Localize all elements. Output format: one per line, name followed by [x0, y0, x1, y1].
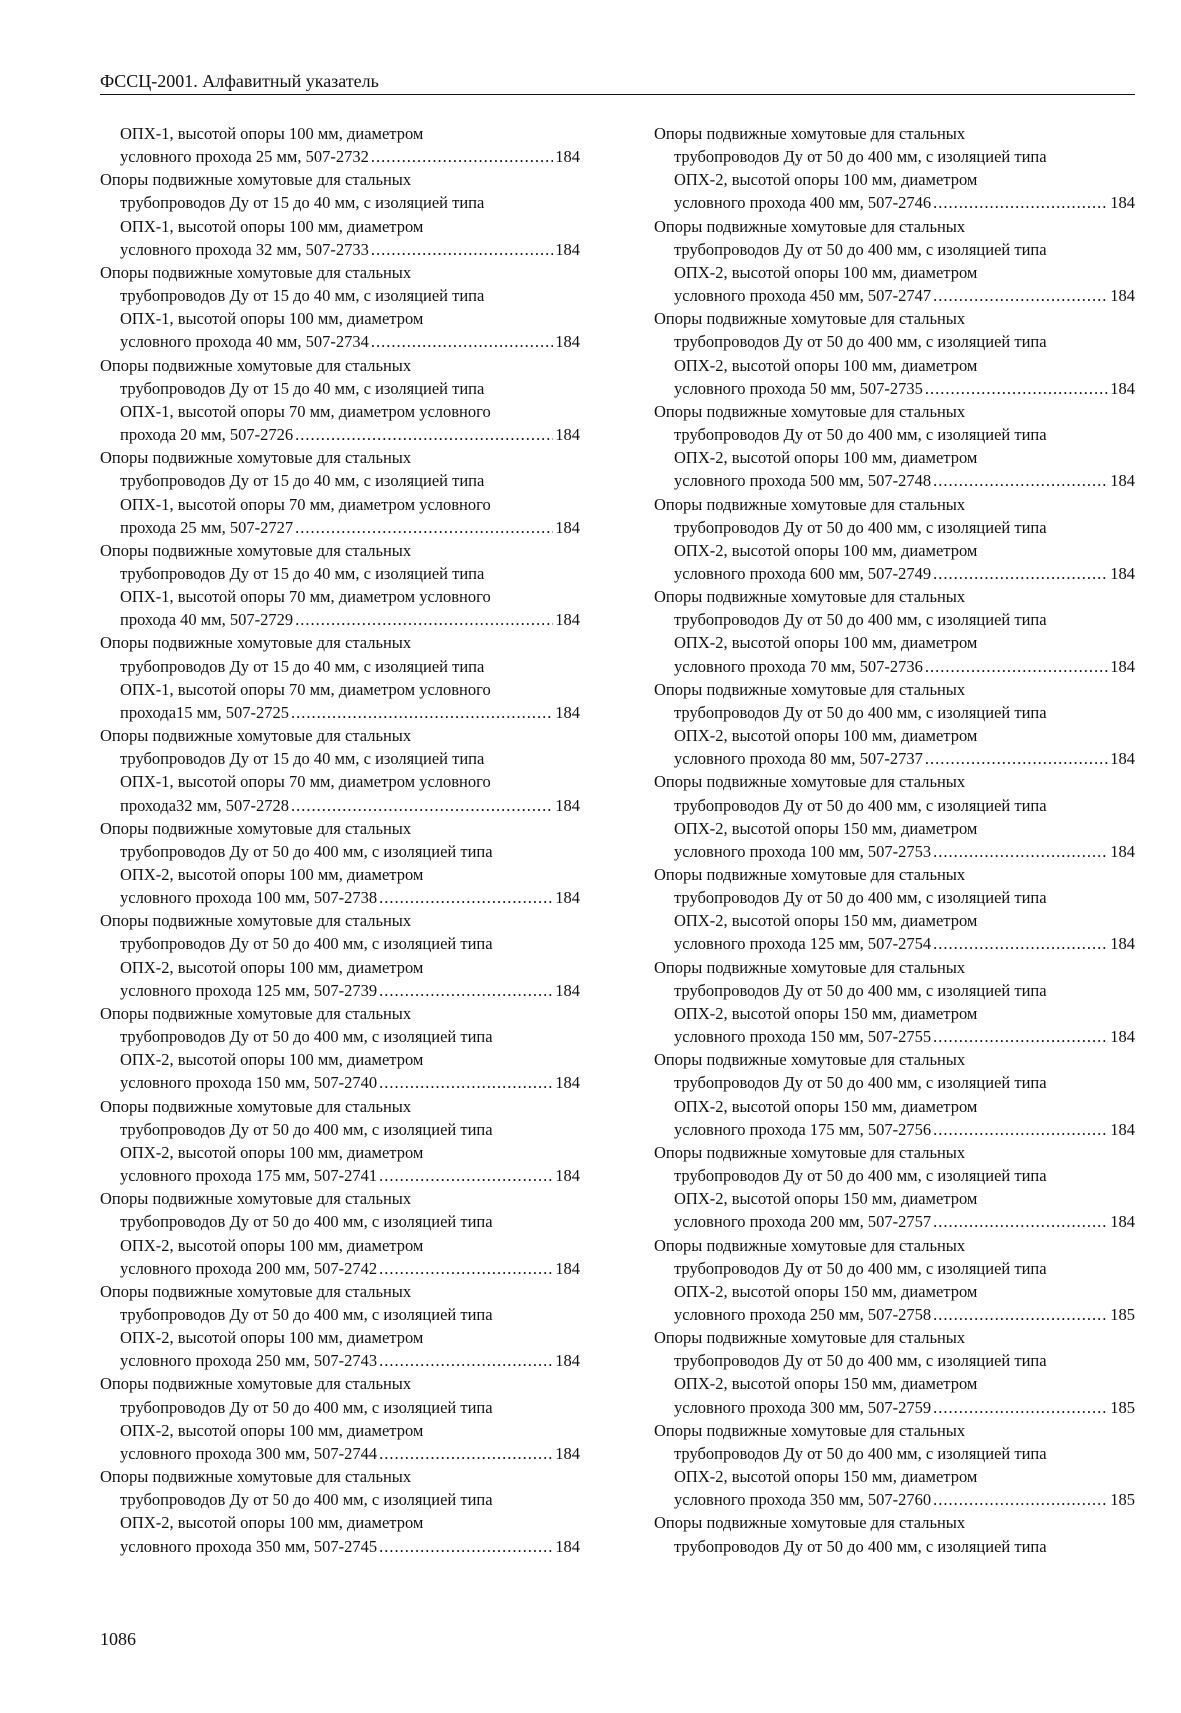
- index-entry: [654, 956, 1135, 1049]
- entry-tail-text: прохода32 мм, 507-2728: [120, 795, 290, 815]
- entry-tail-text: условного прохода 200 мм, 507-2742: [120, 1258, 378, 1278]
- entry-line: трубопроводов Ду от 50 до 400 мм, с изоляцией типа: [674, 888, 1047, 908]
- entry-line: ОПХ-1, высотой опоры 70 мм, диаметром условного: [120, 587, 491, 607]
- dot-leader: [933, 1488, 1108, 1511]
- entry-line: трубопроводов Ду от 50 до 400 мм, с изоляцией типа: [674, 1536, 1047, 1556]
- entry-line: трубопроводов Ду от 50 до 400 мм, с изоляцией типа: [674, 1258, 1047, 1278]
- entry-leader-line: [654, 1396, 1135, 1419]
- entry-line: трубопроводов Ду от 50 до 400 мм, с изоляцией типа: [120, 841, 493, 861]
- entry-page-ref: 184: [555, 1166, 580, 1186]
- entry-tail-text: условного прохода 125 мм, 507-2739: [120, 980, 378, 1000]
- entry-line: ОПХ-2, высотой опоры 100 мм, диаметром: [674, 633, 978, 653]
- entry-leader-line: [100, 330, 580, 353]
- entry-page-ref: 184: [1110, 841, 1135, 861]
- entry-line: трубопроводов Ду от 15 до 40 мм, с изоляцией типа: [120, 749, 485, 769]
- entry-tail-text: прохода15 мм, 507-2725: [120, 702, 290, 722]
- entry-line: трубопроводов Ду от 50 до 400 мм, с изоляцией типа: [120, 934, 493, 954]
- entry-line: трубопроводов Ду от 15 до 40 мм, с изоляцией типа: [120, 656, 485, 676]
- dot-leader: [933, 1303, 1108, 1326]
- entry-page-ref: 184: [1110, 656, 1135, 676]
- entry-page-ref: 184: [555, 147, 580, 167]
- entry-tail-text: условного прохода 200 мм, 507-2757: [674, 1212, 932, 1232]
- entry-line: трубопроводов Ду от 50 до 400 мм, с изоляцией типа: [674, 1351, 1047, 1371]
- entry-page-ref: 184: [555, 1073, 580, 1093]
- entry-leader-line: [100, 608, 580, 631]
- entry-tail-text: условного прохода 600 мм, 507-2749: [674, 563, 932, 583]
- dot-leader: [925, 747, 1108, 770]
- entry-page-ref: 184: [555, 795, 580, 815]
- entry-leader-line: [654, 469, 1135, 492]
- index-entry: [654, 1141, 1135, 1234]
- entry-heading-line: Опоры подвижные хомутовые для стальных: [100, 726, 412, 746]
- entry-line: трубопроводов Ду от 50 до 400 мм, с изоляцией типа: [674, 795, 1047, 815]
- entry-tail-text: условного прохода 250 мм, 507-2743: [120, 1351, 378, 1371]
- index-entry: [654, 1511, 1135, 1557]
- entry-heading-line: Опоры подвижные хомутовые для стальных: [654, 1235, 966, 1255]
- entry-tail-text: условного прохода 300 мм, 507-2744: [120, 1443, 378, 1463]
- entry-page-ref: 184: [1110, 193, 1135, 213]
- entry-heading-line: Опоры подвижные хомутовые для стальных: [100, 818, 412, 838]
- entry-tail-text: условного прохода 50 мм, 507-2735: [674, 378, 923, 398]
- entry-page-ref: 184: [1110, 286, 1135, 306]
- entry-page-ref: 185: [1110, 1490, 1135, 1510]
- dot-leader: [379, 1071, 553, 1094]
- entry-page-ref: 185: [1110, 1304, 1135, 1324]
- index-entry: [100, 446, 580, 539]
- entry-page-ref: 184: [555, 1351, 580, 1371]
- dot-leader: [379, 886, 553, 909]
- index-entry: [100, 354, 580, 447]
- entry-line: ОПХ-2, высотой опоры 100 мм, диаметром: [674, 355, 978, 375]
- entry-page-ref: 184: [1110, 1212, 1135, 1232]
- entry-page-ref: 184: [555, 332, 580, 352]
- index-entry: [654, 1326, 1135, 1419]
- index-entry: [100, 909, 580, 1002]
- entry-line: трубопроводов Ду от 50 до 400 мм, с изоляцией типа: [674, 1166, 1047, 1186]
- entry-line: ОПХ-2, высотой опоры 150 мм, диаметром: [674, 1374, 978, 1394]
- entry-heading-line: Опоры подвижные хомутовые для стальных: [654, 124, 966, 143]
- entry-leader-line: [654, 840, 1135, 863]
- entry-tail-text: условного прохода 150 мм, 507-2740: [120, 1073, 378, 1093]
- entry-leader-line: [654, 284, 1135, 307]
- entry-tail-text: условного прохода 250 мм, 507-2758: [674, 1304, 932, 1324]
- entry-line: трубопроводов Ду от 50 до 400 мм, с изоляцией типа: [120, 1212, 493, 1232]
- entry-tail-text: условного прохода 125 мм, 507-2754: [674, 934, 932, 954]
- entry-leader-line: [654, 191, 1135, 214]
- entry-line: трубопроводов Ду от 50 до 400 мм, с изоляцией типа: [674, 332, 1047, 352]
- entry-tail-text: условного прохода 25 мм, 507-2732: [120, 147, 369, 167]
- entry-leader-line: [100, 145, 580, 168]
- index-column-left: [100, 122, 580, 1558]
- index-entry: [100, 1465, 580, 1558]
- entry-page-ref: 184: [555, 980, 580, 1000]
- entry-line: ОПХ-2, высотой опоры 150 мм, диаметром: [674, 911, 978, 931]
- entry-leader-line: [654, 377, 1135, 400]
- entry-line: ОПХ-1, высотой опоры 100 мм, диаметром: [120, 309, 424, 329]
- entry-line: ОПХ-2, высотой опоры 100 мм, диаметром: [674, 448, 978, 468]
- dot-leader: [933, 562, 1108, 585]
- entry-page-ref: 185: [1110, 1397, 1135, 1417]
- entry-heading-line: Опоры подвижные хомутовые для стальных: [654, 216, 966, 236]
- index-entry: [100, 261, 580, 354]
- entry-page-ref: 184: [555, 702, 580, 722]
- entry-leader-line: [654, 932, 1135, 955]
- entry-page-ref: 184: [1110, 563, 1135, 583]
- index-entry: [100, 539, 580, 632]
- entry-line: ОПХ-2, высотой опоры 100 мм, диаметром: [120, 1328, 424, 1348]
- dot-leader: [925, 655, 1108, 678]
- entry-leader-line: [654, 1303, 1135, 1326]
- dot-leader: [933, 932, 1108, 955]
- index-entry: [100, 1372, 580, 1465]
- entry-leader-line: [100, 423, 580, 446]
- entry-heading-line: Опоры подвижные хомутовые для стальных: [100, 448, 412, 468]
- entry-line: трубопроводов Ду от 50 до 400 мм, с изоляцией типа: [674, 1073, 1047, 1093]
- dot-leader: [379, 1257, 553, 1280]
- entry-line: трубопроводов Ду от 50 до 400 мм, с изоляцией типа: [120, 1397, 493, 1417]
- dot-leader: [371, 238, 553, 261]
- entry-leader-line: [654, 1488, 1135, 1511]
- entry-leader-line: [100, 238, 580, 261]
- entry-line: ОПХ-2, высотой опоры 100 мм, диаметром: [674, 726, 978, 746]
- entry-heading-line: Опоры подвижные хомутовые для стальных: [100, 1281, 412, 1301]
- entry-line: трубопроводов Ду от 50 до 400 мм, с изоляцией типа: [674, 517, 1047, 537]
- dot-leader: [291, 701, 553, 724]
- index-entry: [100, 1002, 580, 1095]
- entry-page-ref: 184: [1110, 749, 1135, 769]
- index-entry: [654, 863, 1135, 956]
- entry-line: ОПХ-2, высотой опоры 100 мм, диаметром: [120, 957, 424, 977]
- entry-line: ОПХ-2, высотой опоры 150 мм, диаметром: [674, 1467, 978, 1487]
- entry-heading-line: Опоры подвижные хомутовые для стальных: [654, 1328, 966, 1348]
- entry-leader-line: [654, 562, 1135, 585]
- entry-leader-line: [654, 1210, 1135, 1233]
- entry-heading-line: Опоры подвижные хомутовые для стальных: [654, 587, 966, 607]
- dot-leader: [933, 1210, 1108, 1233]
- entry-line: трубопроводов Ду от 50 до 400 мм, с изоляцией типа: [674, 239, 1047, 259]
- entry-tail-text: условного прохода 175 мм, 507-2756: [674, 1119, 932, 1139]
- entry-tail-text: условного прохода 70 мм, 507-2736: [674, 656, 923, 676]
- dot-leader: [933, 840, 1108, 863]
- index-entry: [654, 1234, 1135, 1327]
- entry-line: трубопроводов Ду от 50 до 400 мм, с изоляцией типа: [674, 425, 1047, 445]
- entry-heading-line: Опоры подвижные хомутовые для стальных: [654, 309, 966, 329]
- dot-leader: [379, 1442, 553, 1465]
- entry-leader-line: [654, 1025, 1135, 1048]
- entry-line: трубопроводов Ду от 50 до 400 мм, с изоляцией типа: [120, 1119, 493, 1139]
- entry-tail-text: условного прохода 80 мм, 507-2737: [674, 749, 923, 769]
- entry-line: ОПХ-2, высотой опоры 150 мм, диаметром: [674, 1096, 978, 1116]
- entry-tail-text: условного прохода 300 мм, 507-2759: [674, 1397, 932, 1417]
- entry-heading-line: Опоры подвижные хомутовые для стальных: [654, 679, 966, 699]
- entry-line: ОПХ-2, высотой опоры 150 мм, диаметром: [674, 1003, 978, 1023]
- entry-line: трубопроводов Ду от 50 до 400 мм, с изоляцией типа: [674, 1443, 1047, 1463]
- index-column-right: [654, 122, 1135, 1558]
- entry-tail-text: условного прохода 40 мм, 507-2734: [120, 332, 369, 352]
- index-entry: [654, 678, 1135, 771]
- entry-line: трубопроводов Ду от 15 до 40 мм, с изоляцией типа: [120, 563, 485, 583]
- entry-line: ОПХ-2, высотой опоры 100 мм, диаметром: [120, 1235, 424, 1255]
- entry-line: ОПХ-2, высотой опоры 150 мм, диаметром: [674, 818, 978, 838]
- entry-line: ОПХ-2, высотой опоры 100 мм, диаметром: [120, 1142, 424, 1162]
- entry-line: трубопроводов Ду от 15 до 40 мм, с изоляцией типа: [120, 286, 485, 306]
- entry-line: ОПХ-2, высотой опоры 100 мм, диаметром: [674, 540, 978, 560]
- entry-heading-line: Опоры подвижные хомутовые для стальных: [100, 540, 412, 560]
- entry-line: ОПХ-2, высотой опоры 100 мм, диаметром: [120, 1420, 424, 1440]
- index-entry: [654, 493, 1135, 586]
- index-entry: [654, 1419, 1135, 1512]
- entry-line: ОПХ-2, высотой опоры 100 мм, диаметром: [674, 170, 978, 190]
- entry-line: трубопроводов Ду от 15 до 40 мм, с изоляцией типа: [120, 378, 485, 398]
- entry-heading-line: Опоры подвижные хомутовые для стальных: [100, 1096, 412, 1116]
- entry-tail-text: условного прохода 175 мм, 507-2741: [120, 1166, 378, 1186]
- entry-tail-text: условного прохода 100 мм, 507-2738: [120, 888, 378, 908]
- entry-heading-line: Опоры подвижные хомутовые для стальных: [100, 633, 412, 653]
- entry-leader-line: [654, 1118, 1135, 1141]
- entry-tail-text: условного прохода 400 мм, 507-2746: [674, 193, 932, 213]
- index-entry: [100, 122, 580, 168]
- entry-line: трубопроводов Ду от 50 до 400 мм, с изоляцией типа: [674, 980, 1047, 1000]
- entry-page-ref: 184: [1110, 471, 1135, 491]
- entry-tail-text: прохода 20 мм, 507-2726: [120, 425, 294, 445]
- entry-page-ref: 184: [1110, 1119, 1135, 1139]
- entry-line: ОПХ-2, высотой опоры 100 мм, диаметром: [120, 1050, 424, 1070]
- entry-line: ОПХ-1, высотой опоры 70 мм, диаметром условного: [120, 679, 491, 699]
- entry-page-ref: 184: [555, 517, 580, 537]
- entry-page-ref: 184: [555, 239, 580, 259]
- entry-heading-line: Опоры подвижные хомутовые для стальных: [654, 957, 966, 977]
- entry-page-ref: 184: [555, 888, 580, 908]
- index-entry: [100, 1187, 580, 1280]
- dot-leader: [933, 1396, 1108, 1419]
- entry-heading-line: Опоры подвижные хомутовые для стальных: [100, 1374, 412, 1394]
- entry-heading-line: Опоры подвижные хомутовые для стальных: [100, 1189, 412, 1209]
- entry-leader-line: [100, 516, 580, 539]
- entry-line: ОПХ-2, высотой опоры 100 мм, диаметром: [120, 865, 424, 884]
- dot-leader: [291, 794, 553, 817]
- entry-line: ОПХ-1, высотой опоры 100 мм, диаметром: [120, 124, 424, 143]
- entry-leader-line: [100, 886, 580, 909]
- entry-line: трубопроводов Ду от 15 до 40 мм, с изоляцией типа: [120, 193, 485, 213]
- entry-line: ОПХ-1, высотой опоры 70 мм, диаметром условного: [120, 772, 491, 792]
- entry-page-ref: 184: [555, 610, 580, 630]
- entry-page-ref: 184: [555, 1443, 580, 1463]
- dot-leader: [933, 1118, 1108, 1141]
- entry-line: трубопроводов Ду от 50 до 400 мм, с изоляцией типа: [120, 1304, 493, 1324]
- entry-leader-line: [100, 1535, 580, 1558]
- entry-heading-line: Опоры подвижные хомутовые для стальных: [100, 262, 412, 282]
- index-entry: [654, 122, 1135, 215]
- entry-page-ref: 184: [555, 1536, 580, 1556]
- entry-heading-line: Опоры подвижные хомутовые для стальных: [100, 1467, 412, 1487]
- entry-line: ОПХ-1, высотой опоры 70 мм, диаметром условного: [120, 401, 491, 421]
- index-entry: [100, 168, 580, 261]
- entry-line: трубопроводов Ду от 15 до 40 мм, с изоляцией типа: [120, 471, 485, 491]
- entry-leader-line: [100, 794, 580, 817]
- entry-line: ОПХ-2, высотой опоры 150 мм, диаметром: [674, 1189, 978, 1209]
- index-entry: [654, 307, 1135, 400]
- dot-leader: [295, 608, 553, 631]
- index-entry: [654, 215, 1135, 308]
- entry-page-ref: 184: [555, 425, 580, 445]
- entry-line: ОПХ-1, высотой опоры 70 мм, диаметром условного: [120, 494, 491, 514]
- entry-leader-line: [654, 655, 1135, 678]
- entry-leader-line: [100, 979, 580, 1002]
- entry-line: трубопроводов Ду от 50 до 400 мм, с изоляцией типа: [674, 702, 1047, 722]
- entry-heading-line: Опоры подвижные хомутовые для стальных: [654, 401, 966, 421]
- entry-page-ref: 184: [1110, 1027, 1135, 1047]
- index-entry: [100, 631, 580, 724]
- dot-leader: [379, 1535, 553, 1558]
- entry-tail-text: условного прохода 32 мм, 507-2733: [120, 239, 369, 259]
- index-entry: [654, 770, 1135, 863]
- dot-leader: [295, 516, 553, 539]
- entry-line: трубопроводов Ду от 50 до 400 мм, с изоляцией типа: [120, 1490, 493, 1510]
- index-entry: [654, 585, 1135, 678]
- entry-heading-line: Опоры подвижные хомутовые для стальных: [100, 911, 412, 931]
- entry-line: трубопроводов Ду от 50 до 400 мм, с изоляцией типа: [674, 147, 1047, 167]
- entry-tail-text: условного прохода 350 мм, 507-2745: [120, 1536, 378, 1556]
- entry-line: ОПХ-2, высотой опоры 100 мм, диаметром: [674, 262, 978, 282]
- entry-heading-line: Опоры подвижные хомутовые для стальных: [654, 1513, 966, 1533]
- dot-leader: [371, 145, 553, 168]
- entry-heading-line: Опоры подвижные хомутовые для стальных: [100, 170, 412, 190]
- entry-heading-line: Опоры подвижные хомутовые для стальных: [100, 1003, 412, 1023]
- dot-leader: [371, 330, 553, 353]
- entry-tail-text: условного прохода 150 мм, 507-2755: [674, 1027, 932, 1047]
- entry-leader-line: [100, 701, 580, 724]
- dot-leader: [933, 284, 1108, 307]
- index-entry: [654, 1048, 1135, 1141]
- entry-leader-line: [100, 1164, 580, 1187]
- entry-tail-text: прохода 25 мм, 507-2727: [120, 517, 294, 537]
- entry-heading-line: Опоры подвижные хомутовые для стальных: [100, 355, 412, 375]
- entry-tail-text: условного прохода 100 мм, 507-2753: [674, 841, 932, 861]
- entry-leader-line: [100, 1257, 580, 1280]
- index-entry: [100, 724, 580, 817]
- dot-leader: [295, 423, 553, 446]
- dot-leader: [379, 979, 553, 1002]
- entry-leader-line: [100, 1071, 580, 1094]
- index-entry: [654, 400, 1135, 493]
- entry-leader-line: [654, 747, 1135, 770]
- entry-heading-line: Опоры подвижные хомутовые для стальных: [654, 865, 966, 884]
- index-entry: [100, 817, 580, 910]
- entry-tail-text: прохода 40 мм, 507-2729: [120, 610, 294, 630]
- entry-leader-line: [100, 1442, 580, 1465]
- entry-line: ОПХ-2, высотой опоры 100 мм, диаметром: [120, 1513, 424, 1533]
- dot-leader: [933, 469, 1108, 492]
- dot-leader: [933, 191, 1108, 214]
- entry-line: трубопроводов Ду от 50 до 400 мм, с изоляцией типа: [120, 1027, 493, 1047]
- index-entry: [100, 1095, 580, 1188]
- entry-heading-line: Опоры подвижные хомутовые для стальных: [654, 772, 966, 792]
- dot-leader: [379, 1349, 553, 1372]
- entry-tail-text: условного прохода 350 мм, 507-2760: [674, 1490, 932, 1510]
- entry-heading-line: Опоры подвижные хомутовые для стальных: [654, 1420, 966, 1440]
- entry-page-ref: 184: [555, 1258, 580, 1278]
- entry-leader-line: [100, 1349, 580, 1372]
- entry-line: ОПХ-1, высотой опоры 100 мм, диаметром: [120, 216, 424, 236]
- entry-page-ref: 184: [1110, 934, 1135, 954]
- entry-tail-text: условного прохода 500 мм, 507-2748: [674, 471, 932, 491]
- running-header: ФССЦ-2001. Алфавитный указатель: [100, 70, 1135, 95]
- dot-leader: [925, 377, 1108, 400]
- entry-heading-line: Опоры подвижные хомутовые для стальных: [654, 1050, 966, 1070]
- entry-heading-line: Опоры подвижные хомутовые для стальных: [654, 1142, 966, 1162]
- entry-line: ОПХ-2, высотой опоры 150 мм, диаметром: [674, 1281, 978, 1301]
- index-entry: [100, 1280, 580, 1373]
- dot-leader: [933, 1025, 1108, 1048]
- entry-tail-text: условного прохода 450 мм, 507-2747: [674, 286, 932, 306]
- entry-line: трубопроводов Ду от 50 до 400 мм, с изоляцией типа: [674, 610, 1047, 630]
- dot-leader: [379, 1164, 553, 1187]
- entry-page-ref: 184: [1110, 378, 1135, 398]
- entry-heading-line: Опоры подвижные хомутовые для стальных: [654, 494, 966, 514]
- page-number: 1086: [100, 1629, 136, 1649]
